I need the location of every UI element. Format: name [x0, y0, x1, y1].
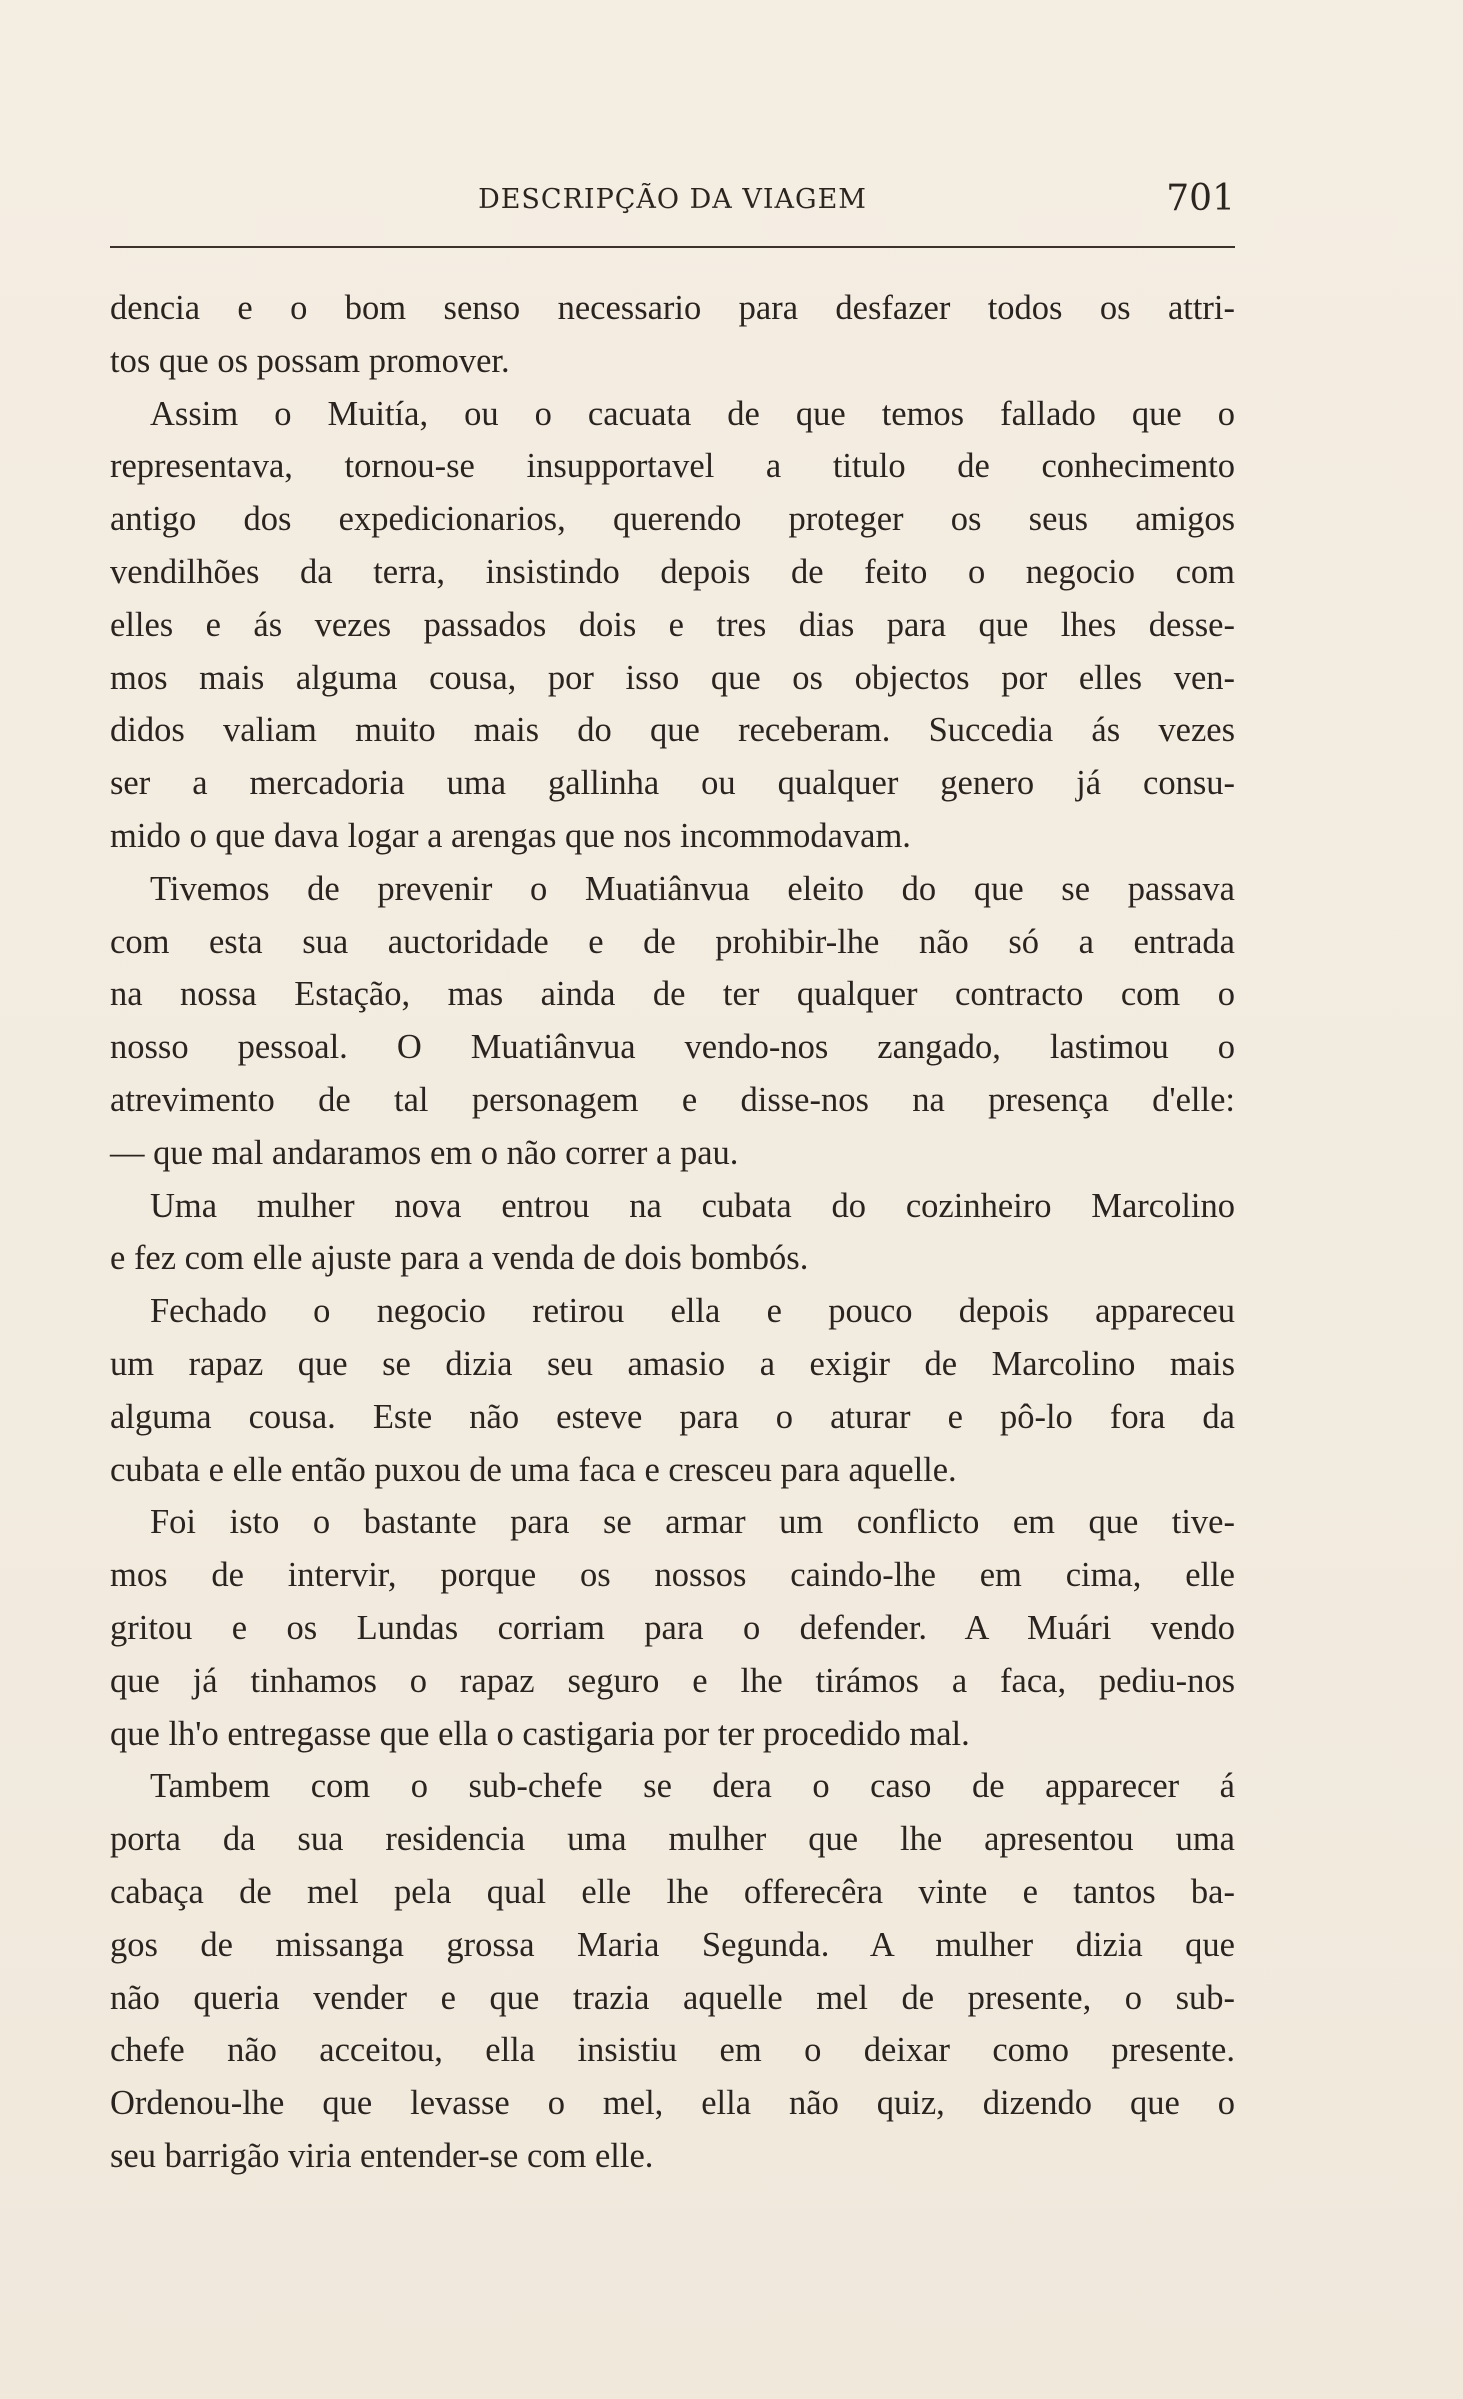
text-line: chefe não acceitou, ella insistiu em o deixar como presente.	[110, 2031, 1235, 2070]
text-line: — que mal andaramos em o não correr a pau.	[110, 1133, 739, 1172]
text-line: Fechado o negocio retirou ella e pouco depois appareceu	[150, 1292, 1235, 1331]
text-line: alguma cousa. Este não esteve para o aturar e pô-lo fora da	[110, 1397, 1235, 1436]
text-line: que lh'o entregasse que ella o castigaria por ter procedido mal.	[110, 1714, 970, 1753]
text-line: não queria vender e que trazia aquelle mel de presente, o sub-	[110, 1978, 1235, 2017]
text-line: Tivemos de prevenir o Muatiânvua eleito do que se passava	[150, 869, 1235, 908]
text-line: com esta sua auctoridade e de prohibir-lhe não só a entrada	[110, 922, 1235, 961]
text-line: antigo dos expedicionarios, querendo proteger os seus amigos	[110, 500, 1235, 539]
text-line: mido o que dava logar a arengas que nos incommodavam.	[110, 816, 911, 855]
text-line: atrevimento de tal personagem e disse-nos na presença d'elle:	[110, 1080, 1235, 1119]
text-line: Tambem com o sub-chefe se dera o caso de apparecer á	[150, 1767, 1235, 1806]
text-line: Assim o Muitía, ou o cacuata de que temos fallado que o	[150, 394, 1235, 433]
text-line: gritou e os Lundas corriam para o defender. A Muári vendo	[110, 1608, 1235, 1647]
text-line: um rapaz que se dizia seu amasio a exigir de Marcolino mais	[110, 1344, 1235, 1383]
text-line: mos de intervir, porque os nossos caindo-lhe em cima, elle	[110, 1556, 1235, 1595]
text-line: Ordenou-lhe que levasse o mel, ella não quiz, dizendo que o	[110, 2084, 1235, 2123]
text-line: cubata e elle então puxou de uma faca e cresceu para aquelle.	[110, 1450, 957, 1489]
page-number: 701	[1166, 178, 1235, 219]
text-line: porta da sua residencia uma mulher que lhe apresentou uma	[110, 1820, 1235, 1859]
text-line: elles e ás vezes passados dois e tres dias para que lhes desse-	[110, 605, 1235, 644]
text-line: didos valiam muito mais do que receberam. Succedia ás vezes	[110, 711, 1235, 750]
text-line: tos que os possam promover.	[110, 341, 510, 380]
text-line: cabaça de mel pela qual elle lhe offerecêra vinte e tantos ba-	[110, 1872, 1235, 1911]
text-line: na nossa Estação, mas ainda de ter qualquer contracto com o	[110, 975, 1235, 1014]
text-line: ser a mercadoria uma gallinha ou qualquer genero já consu-	[110, 764, 1235, 803]
header-rule	[110, 246, 1235, 248]
text-line: gos de missanga grossa Maria Segunda. A mulher dizia que	[110, 1925, 1235, 1964]
text-line: Foi isto o bastante para se armar um conflicto em que tive-	[150, 1503, 1235, 1542]
text-line: e fez com elle ajuste para a venda de dois bombós.	[110, 1239, 809, 1278]
text-line: mos mais alguma cousa, por isso que os objectos por elles ven-	[110, 658, 1235, 697]
running-head: DESCRIPÇÃO DA VIAGEM	[478, 184, 867, 215]
text-line: vendilhões da terra, insistindo depois de feito o negocio com	[110, 552, 1235, 591]
text-line: que já tinhamos o rapaz seguro e lhe tirámos a faca, pediu-nos	[110, 1661, 1235, 1700]
text-line: Uma mulher nova entrou na cubata do cozinheiro Marcolino	[150, 1186, 1235, 1225]
body-text	[110, 282, 1235, 2183]
text-line: seu barrigão viria entender-se com elle.	[110, 2136, 654, 2175]
text-line: representava, tornou-se insupportavel a titulo de conhecimento	[110, 447, 1235, 486]
text-line: dencia e o bom senso necessario para desfazer todos os attri-	[110, 289, 1235, 327]
page-header	[110, 178, 1235, 238]
text-line: nosso pessoal. O Muatiânvua vendo-nos zangado, lastimou o	[110, 1028, 1235, 1067]
